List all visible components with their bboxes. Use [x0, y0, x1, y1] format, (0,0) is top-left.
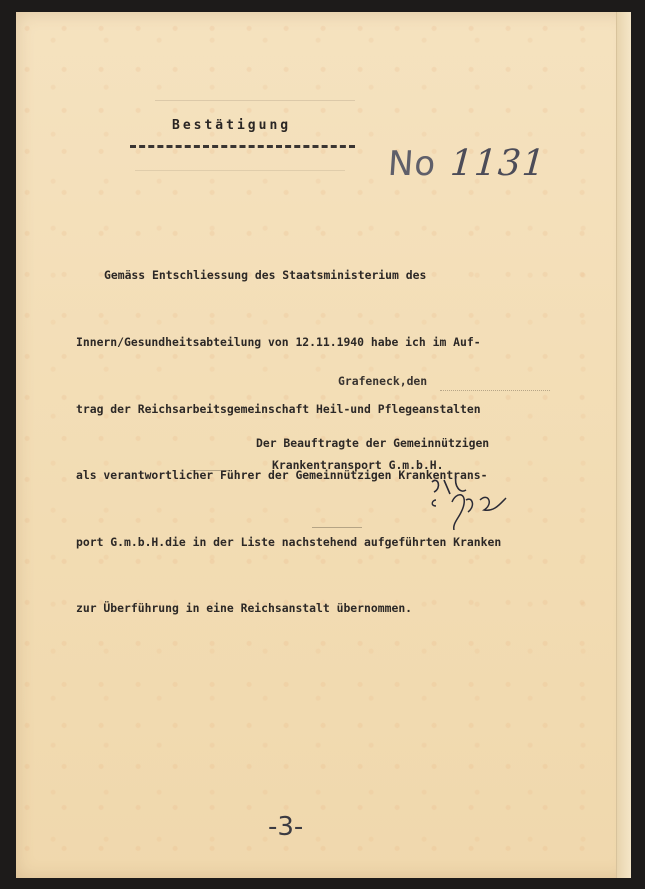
document-number	[387, 143, 548, 184]
body-line: Innern/Gesundheitsabteilung von 12.11.1940 habe ich im Auf-	[76, 335, 481, 350]
page-number: -3-	[268, 812, 304, 842]
place-date: Grafeneck,den	[338, 374, 428, 388]
date-blank	[440, 390, 550, 391]
page-edge	[616, 12, 631, 878]
document-number-value: 1131	[448, 143, 548, 184]
faint-rule	[135, 170, 345, 171]
handwritten-signature	[422, 470, 532, 530]
body-line: als verantwortlicher Führer der Gemeinnützigen Krankentrans-	[76, 468, 488, 483]
body-line: port G.m.b.H.die in der Liste nachstehend aufgeführten Kranken	[76, 534, 502, 549]
document-title: Bestätigung	[172, 118, 292, 133]
body-paragraph	[76, 220, 546, 642]
faint-rule	[312, 527, 362, 528]
title-underline	[130, 145, 355, 148]
body-line: zur Überführung in eine Reichsanstalt übernommen.	[76, 601, 413, 616]
document-number-prefix: No	[386, 144, 438, 184]
body-line: trag der Reichsarbeitsgemeinschaft Heil-und Pflegeanstalten	[76, 401, 481, 416]
faint-rule	[190, 470, 230, 471]
signature-line: Krankentransport G.m.b.H.	[272, 458, 444, 472]
body-line: Gemäss Entschliessung des Staatsministerium des	[104, 268, 427, 283]
faint-rule	[155, 100, 355, 101]
signature-line: Der Beauftragte der Gemeinnützigen	[256, 436, 490, 450]
